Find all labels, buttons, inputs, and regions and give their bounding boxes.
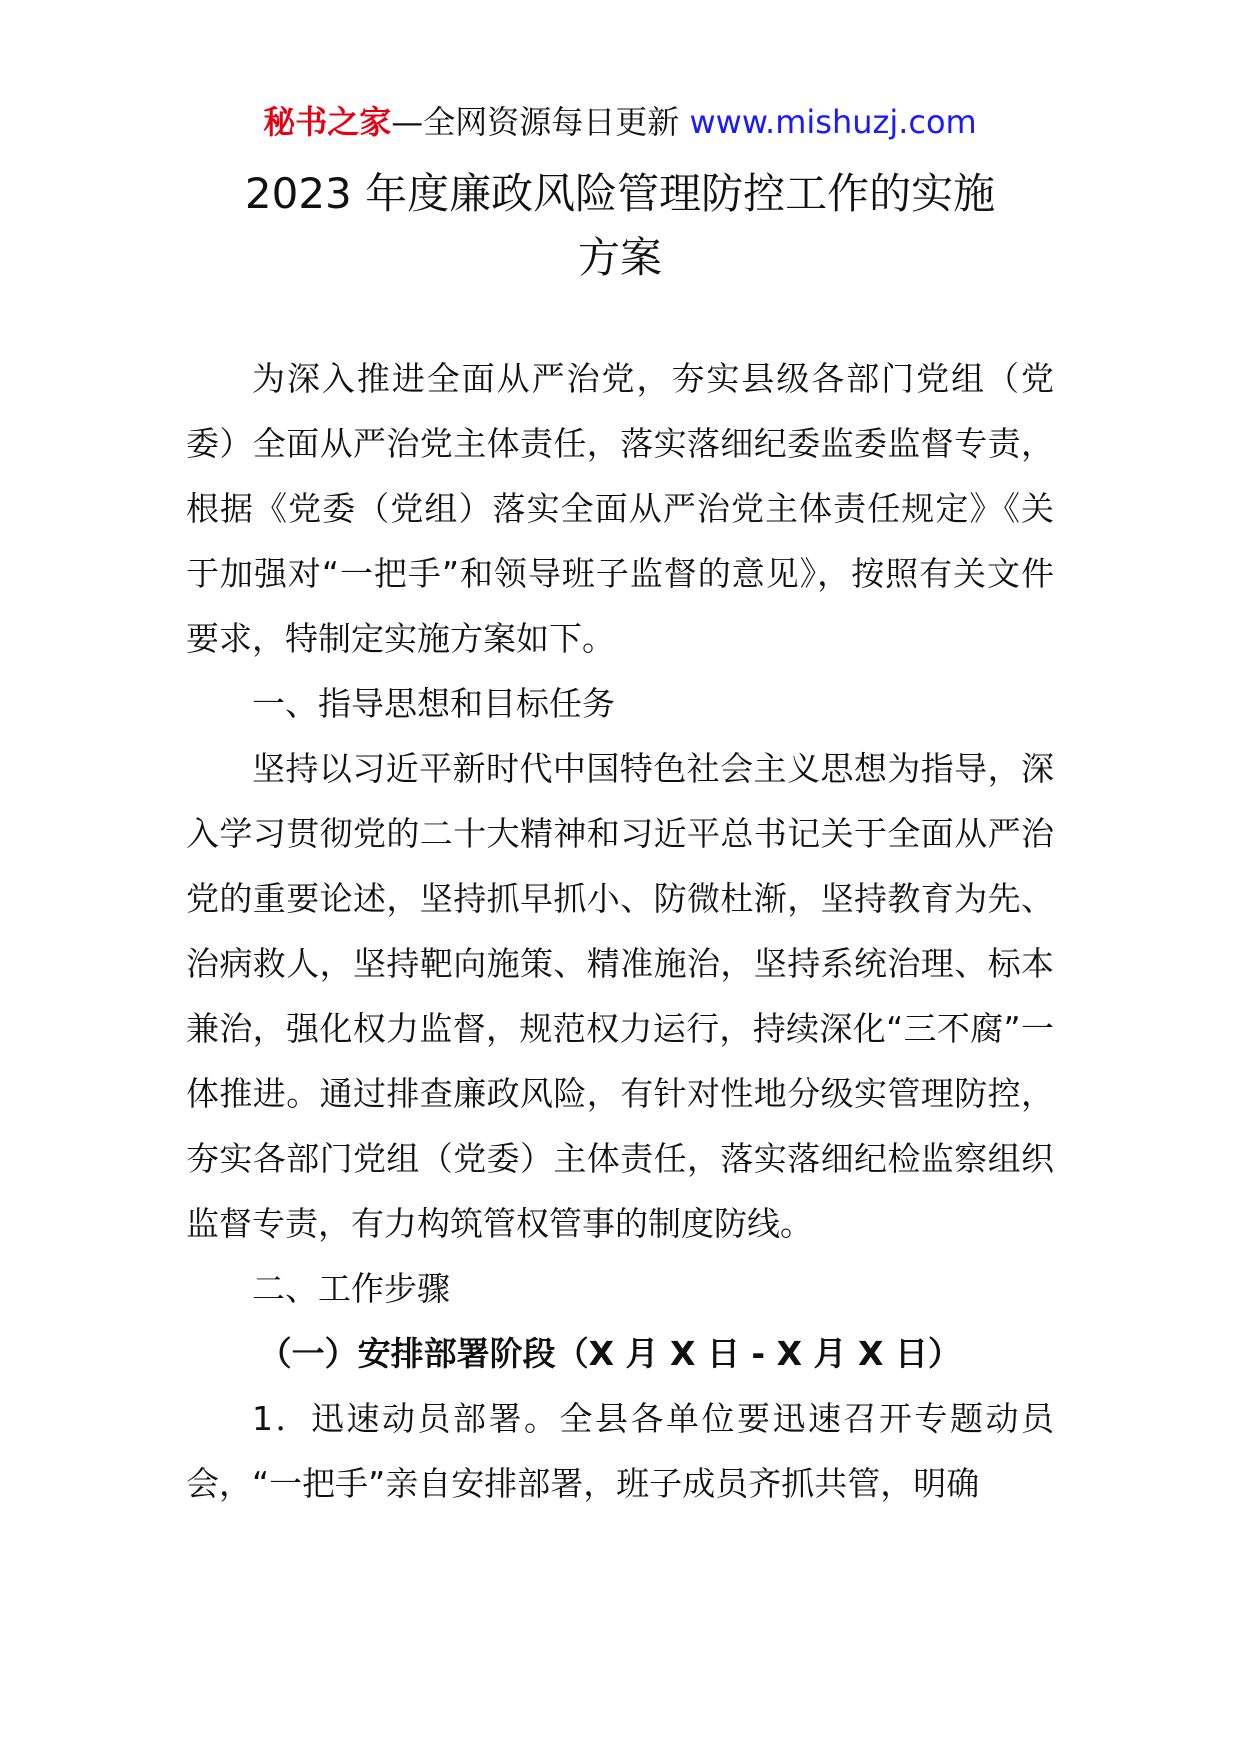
section-1-paragraph: 坚持以习近平新时代中国特色社会主义思想为指导，深入学习贯彻党的二十大精神和习近平总书记关于全面从严治党的重要论述，坚持抓早抓小、防微杜渐，坚持教育为先、治病救人，坚持靶向施策、精准施治，坚持系统治理、标本兼治，强化权力监督，规范权力运行，持续深化“三不腐”一体推进。通过排查廉政风险，有针对性地分级实管理防控，夯实各部门党组（党委）主体责任，落实落细纪检监察组织监督专责，有力构筑管权管事的制度防线。 [186,749,1054,1243]
header-banner [186,100,1054,144]
document-body [186,346,1054,1516]
document-title [186,162,1054,290]
site-url-link[interactable]: www.mishuzj.com [689,103,977,141]
item-1-paragraph: 1．迅速动员部署。全县各单位要迅速召开专题动员会，“一把手”亲自安排部署，班子成员齐抓共管，明确 [186,1399,1054,1503]
intro-paragraph: 为深入推进全面从严治党，夯实县级各部门党组（党委）全面从严治党主体责任，落实落细纪委监委监督专责，根据《党委（党组）落实全面从严治党主体责任规定》《关于加强对“一把手”和领导班子监督的意见》，按照有关文件要求，特制定实施方案如下。 [186,359,1054,658]
section-1-heading: 一、指导思想和目标任务 [252,684,615,723]
subsection-1-heading: （一）安排部署阶段（X 月 X 日 - X 月 X 日） [258,1334,961,1373]
document-title-line-1: 2023 年度廉政风险管理防控工作的实施 [244,169,996,218]
brand-name: 秘书之家 [263,103,392,141]
header-slogan: —全网资源每日更新 [391,103,680,141]
section-2-heading: 二、工作步骤 [252,1269,450,1308]
document-title-line-2: 方案 [577,233,662,282]
